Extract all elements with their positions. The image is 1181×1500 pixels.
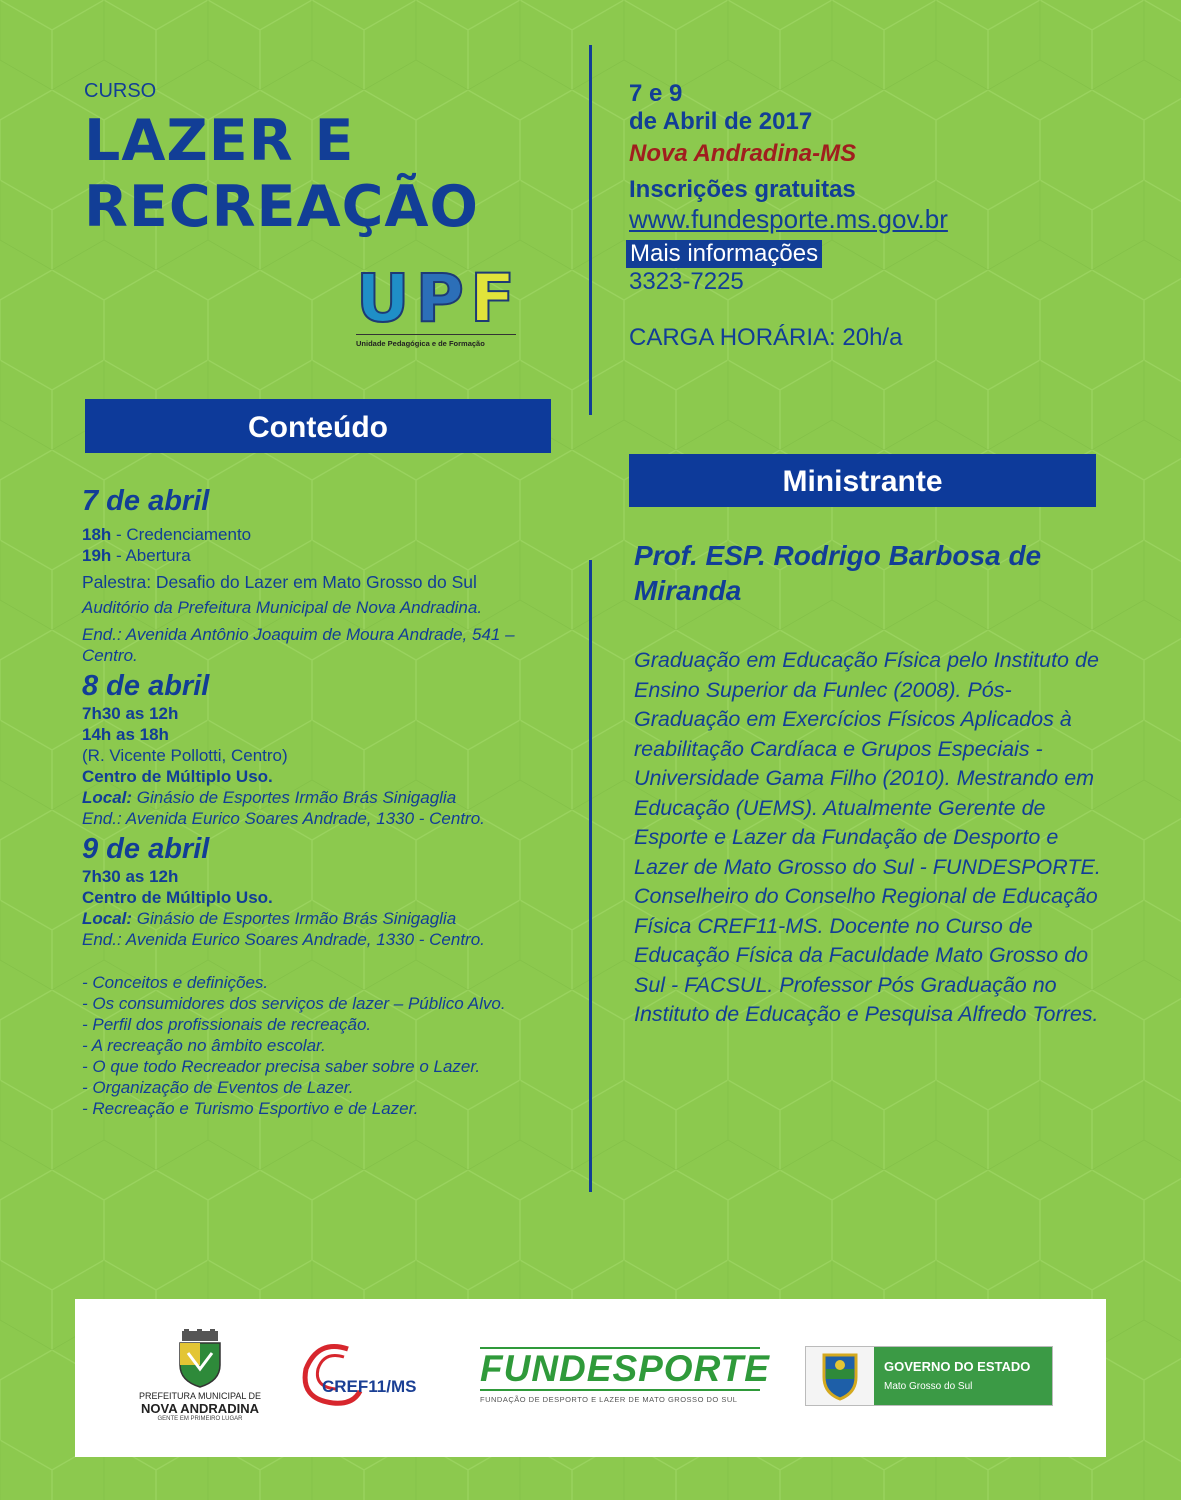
cref-text: CREF11/MS [322, 1377, 417, 1396]
event-days: 7 e 9 [629, 80, 683, 107]
day3-center: Centro de Múltiplo Uso. [82, 888, 273, 907]
footer-logos [75, 1299, 1106, 1457]
city-crest-icon [170, 1329, 230, 1389]
event-city: Nova Andradina-MS [629, 140, 857, 167]
day3-local [82, 908, 552, 929]
day1-line1 [82, 524, 552, 545]
content-heading: Conteúdo [85, 399, 551, 453]
upf-letter-u: U [356, 260, 416, 337]
day2-center: Centro de Múltiplo Uso. [82, 767, 273, 786]
day2-address: End.: Avenida Eurico Soares Andrade, 1330 - Centro. [82, 809, 485, 828]
day3-local-value: Ginásio de Esportes Irmão Brás Sinigaglia [132, 909, 457, 928]
divider-top [589, 45, 592, 415]
upf-letter-f: F [469, 260, 522, 337]
topics-list [82, 972, 552, 1119]
governo-text [874, 1347, 1052, 1405]
day1-address: End.: Avenida Antônio Joaquim de Moura Andrade, 541 – Centro. [82, 625, 515, 665]
governo-line1: GOVERNO DO ESTADO [884, 1359, 1031, 1374]
topic-item: - Os consumidores dos serviços de lazer – Público Alvo. [82, 994, 506, 1013]
upf-logo [356, 260, 522, 356]
day2-title: 8 de abril [82, 670, 210, 702]
speaker-name: Prof. ESP. Rodrigo Barbosa de Miranda [634, 540, 1042, 606]
topic-item: - Perfil dos profissionais de recreação. [82, 1015, 372, 1034]
more-info-label: Mais informações [626, 240, 822, 268]
prefeitura-line3: GENTE EM PRIMEIRO LUGAR [157, 1416, 243, 1422]
phone-number: 3323-7225 [629, 268, 744, 295]
state-crest-icon [818, 1351, 862, 1401]
cref-swirl-icon [298, 1339, 368, 1409]
divider-bottom [589, 560, 592, 1192]
day3-local-label: Local: [82, 909, 133, 928]
speaker-bio: Graduação em Educação Física pelo Instituto de Ensino Superior da Funlec (2008). Pós-Graduação em Exercícios Físicos Aplicados à reabilitação Cardíaca e Grupos Especiais - Universidade Gama Filho (2010). Mestrando em Educação (UEMS). Atualmente Gerente de Esporte e Lazer da Fundação de Desporto e Lazer de Mato Grosso do Sul - FUNDESPORTE. Conselheiro do Conselho Regional de Educação Física CREF11-MS. Docente no Curso de Educação Física da Faculdade Mato Grosso do Sul - FACSUL. Professor Pós Graduação no Instituto de Educação e Pesquisa Alfredo Torres. [634, 648, 1101, 1026]
course-title [84, 108, 479, 240]
website-link[interactable]: www.fundesporte.ms.gov.br [629, 204, 948, 234]
day1-time2-desc: - Abertura [111, 546, 191, 565]
governo-logo [805, 1346, 1053, 1406]
day3-title: 9 de abril [82, 833, 210, 865]
day3-address: End.: Avenida Eurico Soares Andrade, 1330 - Centro. [82, 930, 485, 949]
day1-time1: 18h [82, 525, 112, 544]
day2-local-label: Local: [82, 788, 133, 807]
fundesporte-name: FUNDESPORTE [480, 1348, 770, 1389]
fundesporte-subtitle: FUNDAÇÃO DE DESPORTO E LAZER DE MATO GROSSO DO SUL [480, 1395, 738, 1404]
day3-time1: 7h30 as 12h [82, 867, 179, 886]
topic-item: - Recreação e Turismo Esportivo e de Lazer. [82, 1099, 419, 1118]
course-label: CURSO [84, 80, 157, 102]
topic-item: - Conceitos e definições. [82, 973, 269, 992]
day2-time1: 7h30 as 12h [82, 704, 179, 723]
workload: CARGA HORÁRIA: 20h/a [629, 324, 903, 351]
title-line-1: LAZER E [84, 108, 355, 174]
governo-line2: Mato Grosso do Sul [884, 1381, 973, 1392]
prefeitura-line1: PREFEITURA MUNICIPAL DE [138, 1391, 262, 1401]
upf-subtitle: Unidade Pedagógica e de Formação [356, 339, 485, 348]
day2-local-value: Ginásio de Esportes Irmão Brás Sinigaglia [132, 788, 457, 807]
title-line-2: RECREAÇÃO [84, 174, 480, 240]
day1-venue: Auditório da Prefeitura Municipal de Nova Andradina. [82, 598, 483, 617]
day1-title: 7 de abril [82, 485, 210, 517]
speaker-heading: Ministrante [629, 454, 1096, 507]
day2-street: (R. Vicente Pollotti, Centro) [82, 746, 288, 765]
day2-local [82, 787, 552, 808]
registration-text: Inscrições gratuitas [629, 176, 856, 203]
fundesporte-logo [480, 1347, 770, 1404]
day2-time2: 14h as 18h [82, 725, 169, 744]
content-schedule [82, 484, 552, 1119]
day1-time1-desc: - Credenciamento [111, 525, 252, 544]
upf-letter-p: P [415, 260, 470, 337]
prefeitura-line2: NOVA ANDRADINA [141, 1401, 259, 1416]
day1-line2 [82, 545, 552, 566]
event-month-year: de Abril de 2017 [629, 108, 813, 135]
topic-item: - Organização de Eventos de Lazer. [82, 1078, 354, 1097]
upf-letters [356, 260, 522, 337]
topic-item: - A recreação no âmbito escolar. [82, 1036, 326, 1055]
topic-item: - O que todo Recreador precisa saber sobre o Lazer. [82, 1057, 481, 1076]
event-info [629, 80, 1149, 352]
prefeitura-logo [135, 1329, 265, 1422]
speaker-section [634, 538, 1104, 1030]
day1-time2: 19h [82, 546, 112, 565]
governo-crest [806, 1347, 874, 1405]
day1-talk: Palestra: Desafio do Lazer em Mato Grosso do Sul [82, 572, 477, 592]
cref-logo [298, 1339, 438, 1409]
